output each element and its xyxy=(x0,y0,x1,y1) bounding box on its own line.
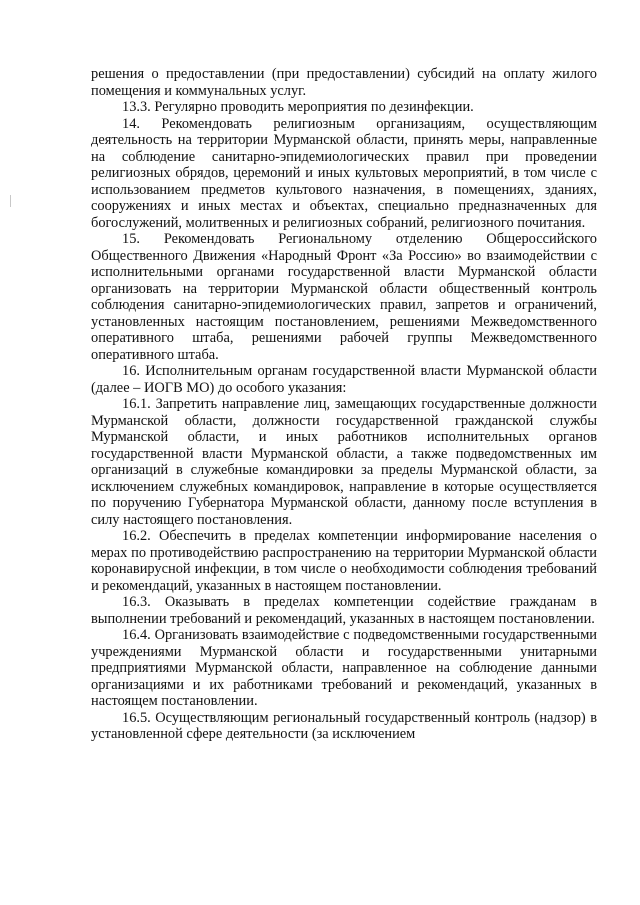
margin-mark xyxy=(10,195,11,207)
paragraph-16-4: 16.4. Организовать взаимодействие с подведомственными государственными учреждениями Мурманской области и государственными унитарными предприятиями Мурманской области, направленное на соблюдение данными организациями и их работниками требований и рекомендаций, указанных в настоящем постановлении. xyxy=(91,627,597,709)
document-body xyxy=(91,66,597,743)
paragraph-16-1: 16.1. Запретить направление лиц, замещающих государственные должности Мурманской области, должности государственной гражданской службы Мурманской области, и иных работников исполнительных органов государственной власти Мурманской области, а также подведомственных им организаций в служебные командировки за пределы Мурманской области, за исключением служебных командировок, направление в которые осуществляется по поручению Губернатора Мурманской области, данному после вступления в силу настоящего постановления. xyxy=(91,396,597,528)
paragraph-16-2: 16.2. Обеспечить в пределах компетенции информирование населения о мерах по противодействию распространению на территории Мурманской области коронавирусной инфекции, в том числе о необходимости соблюдения требований и рекомендаций, указанных в настоящем постановлении. xyxy=(91,528,597,594)
paragraph-13-3: 13.3. Регулярно проводить мероприятия по дезинфекции. xyxy=(122,99,474,115)
paragraph-14: 14. Рекомендовать религиозным организациям, осуществляющим деятельность на территории Мурманской области, принять меры, направленные на соблюдение санитарно-эпидемиологических правил при проведении религиозных обрядов, церемоний и иных культовых мероприятий, в том числе с использованием предметов культового назначения, в помещениях, зданиях, сооружениях и иных местах и объектах, специально предназначенных для богослужений, молитвенных и религиозных собраний, религиозного почитания. xyxy=(91,115,597,231)
paragraph-continuation: решения о предоставлении (при предоставлении) субсидий на оплату жилого помещения и коммунальных услуг. xyxy=(91,66,597,99)
paragraph-16-3: 16.3. Оказывать в пределах компетенции содействие гражданам в выполнении требований и рекомендаций, указанных в настоящем постановлении. xyxy=(91,594,597,627)
paragraph-16-5: 16.5. Осуществляющим региональный государственный контроль (надзор) в установленной сфере деятельности (за исключением xyxy=(91,709,597,742)
paragraph-15: 15. Рекомендовать Региональному отделению Общероссийского Общественного Движения «Народный Фронт «За Россию» во взаимодействии с исполнительными органами государственной власти Мурманской области организовать на территории Мурманской области общественный контроль соблюдения санитарно-эпидемиологических правил, запретов и ограничений, установленных настоящим постановлением, решениями Межведомственного оперативного штаба, решениями рабочей группы Межведомственного оперативного штаба. xyxy=(91,231,597,363)
paragraph-16: 16. Исполнительным органам государственной власти Мурманской области (далее – ИОГВ МО) до особого указания: xyxy=(91,363,597,396)
